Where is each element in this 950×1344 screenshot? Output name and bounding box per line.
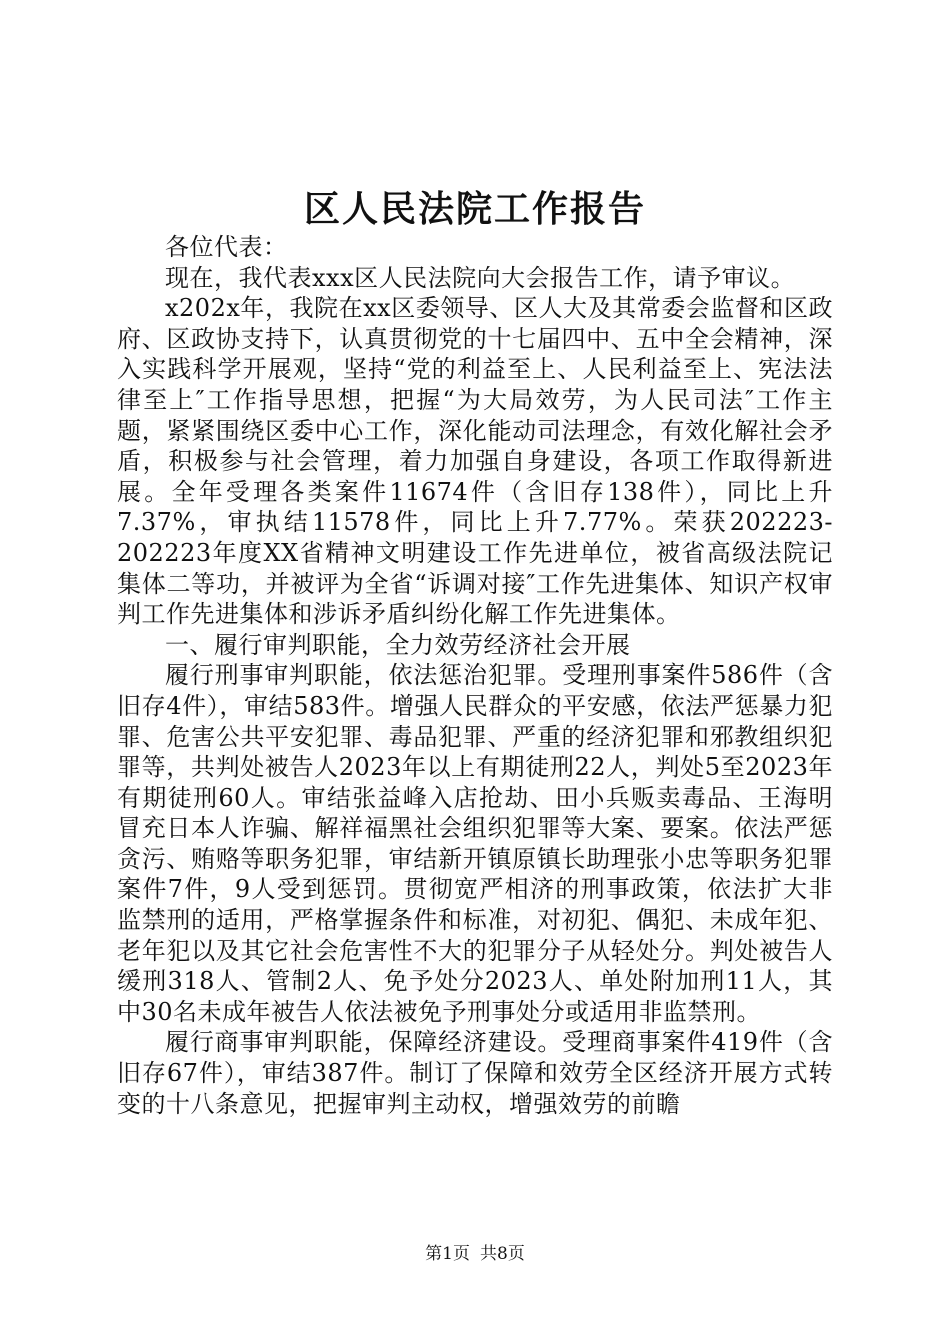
page-footer xyxy=(0,1243,950,1265)
section-heading: 一、履行审判职能，全力效劳经济社会开展 xyxy=(165,630,631,659)
commercial-trial-paragraph: 履行商事审判职能，保障经济建设。受理商事案件419件（含旧存67件），审结387件。制订了保障和效劳全区经济开展方式转变的十八条意见，把握审判主动权，增强效劳的前瞻 xyxy=(117,1028,833,1118)
page-number: 第1页 xyxy=(425,1244,470,1264)
page-total: 共8页 xyxy=(480,1244,525,1264)
document-title: 区人民法院工作报告 xyxy=(303,188,646,230)
salutation-paragraph: 各位代表： xyxy=(165,233,288,261)
opening-paragraph: 现在，我代表xxx区人民法院向大会报告工作，请予审议。 xyxy=(165,263,796,292)
criminal-trial-paragraph: 履行刑事审判职能，依法惩治犯罪。受理刑事案件586件（含旧存4件），审结583件。增强人民群众的平安感，依法严惩暴力犯罪、危害公共平安犯罪、毒品犯罪、严重的经济犯罪和邪教组织犯罪等，共判处被告人2023年以上有期徒刑22人，判处5至2023年有期徒刑60人。审结张益峰入店抢劫、田小兵贩卖毒品、王海明冒充日本人诈骗、解祥福黑社会组织犯罪等大案、要案。依法严惩贪污、贿赂等职务犯罪，审结新开镇原镇长助理张小忠等职务犯罪案件7件，9人受到惩罚。贯彻宽严相济的刑事政策，依法扩大非监禁刑的适用，严格掌握条件和标准，对初犯、偶犯、未成年犯、老年犯以及其它社会危害性不大的犯罪分子从轻处分。判处被告人缓刑318人、管制2人、免予处分2023人、单处附加刑11人，其中30名未成年被告人依法被免予刑事处分或适用非监禁刑。 xyxy=(117,661,833,1026)
document-body xyxy=(117,232,833,1119)
summary-paragraph: x202x年，我院在xx区委领导、区人大及其常委会监督和区政府、区政协支持下，认真贯彻党的十七届四中、五中全会精神，深入实践科学开展观，坚持“党的利益至上、人民利益至上、宪法法律至上″工作指导思想，把握“为大局效劳，为人民司法″工作主题，紧紧围绕区委中心工作，深化能动司法理念，有效化解社会矛盾，积极参与社会管理，着力加强自身建设，各项工作取得新进展。全年受理各类案件11674件（含旧存138件），同比上升7.37%，审执结11578件，同比上升7.77%。荣获202223-202223年度XX省精神文明建设工作先进单位，被省高级法院记集体二等功，并被评为全省“诉调对接″工作先进集体、知识产权审判工作先进集体和涉诉矛盾纠纷化解工作先进集体。 xyxy=(117,294,833,629)
